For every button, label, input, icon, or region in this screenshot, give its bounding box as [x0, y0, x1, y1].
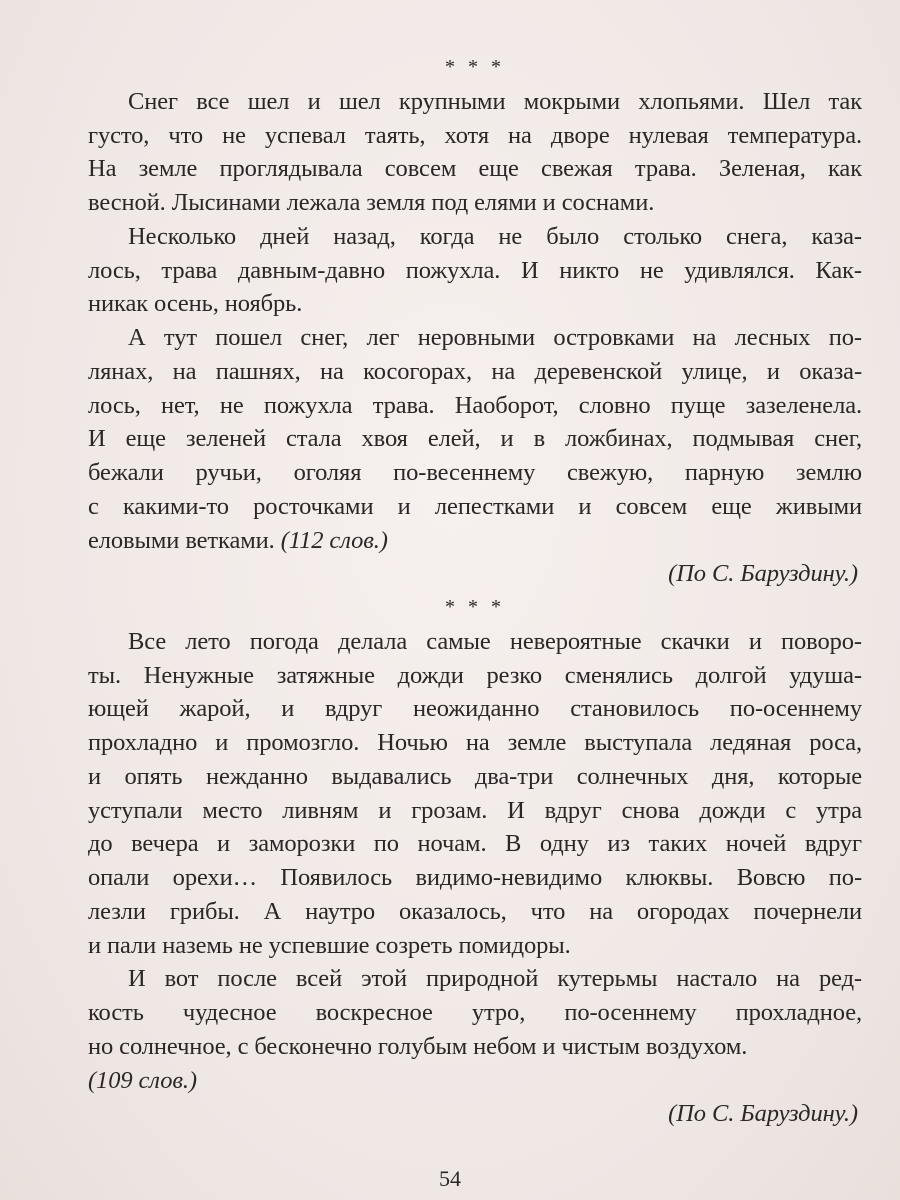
text-line: А тут пошел снег, лег неровными островками на лесных по- [128, 324, 862, 351]
text-line: бежали ручьи, оголяя по-весеннему свежую, парную землю [88, 459, 862, 486]
page-text [88, 51, 862, 1131]
section-separator: * * * [445, 56, 505, 78]
text-line: На земле проглядывала совсем еще свежая трава. Зеленая, как [88, 155, 862, 183]
text-line: но солнечное, с бесконечно голубым небом и чистым воздухом. [88, 1032, 748, 1060]
text-line-content: еловыми ветками. [88, 526, 275, 554]
attribution: (По С. Баруздину.) [668, 1100, 858, 1128]
text-line: лезли грибы. А наутро оказалось, что на огородах почернели [88, 897, 862, 925]
attribution: (По С. Баруздину.) [668, 560, 858, 588]
text-line: лянах, на пашнях, на косогорах, на деревенской улице, и оказа- [88, 357, 862, 385]
text-line: лось, нет, не пожухла трава. Наоборот, словно пуще зазеленела. [88, 391, 862, 419]
text-line: Снег все шел и шел крупными мокрыми хлопьями. Шел так [128, 87, 862, 115]
text-line: до вечера и заморозки по ночам. В одну из таких ночей вдруг [88, 830, 862, 858]
text-line: уступали место ливням и грозам. И вдруг снова дожди с утра [88, 796, 862, 824]
text-line: И еще зеленей стала хвоя елей, и в ложбинах, подмывая снег, [88, 425, 862, 453]
text-line: и опять нежданно выдавались два-три солнечных дня, которые [88, 762, 862, 790]
word-count: (112 слов.) [280, 526, 388, 554]
text-line: лось, трава давным-давно пожухла. И никто не удивлялся. Как- [88, 256, 862, 284]
text-line: густо, что не успевал таять, хотя на дворе нулевая температура. [88, 121, 862, 149]
text-line: прохладно и промозгло. Ночью на земле выступала ледяная роса, [88, 729, 862, 756]
text-line: И вот после всей этой природной кутерьмы настало на ред- [128, 965, 862, 993]
text-line: с какими-то росточками и лепестками и совсем еще живыми [88, 492, 862, 520]
word-count: (109 слов.) [88, 1066, 197, 1094]
text-line: весной. Лысинами лежала земля под елями и соснами. [88, 189, 655, 216]
text-line: ющей жарой, и вдруг неожиданно становилось по-осеннему [88, 695, 862, 723]
page-number: 54 [439, 1166, 461, 1191]
section-separator: * * * [445, 596, 505, 618]
text-line: Несколько дней назад, когда не было столько снега, каза- [128, 222, 862, 250]
text-line: опали орехи… Появилось видимо-невидимо клюквы. Вовсю по- [88, 864, 862, 891]
text-line: и пали наземь не успевшие созреть помидоры. [88, 931, 571, 959]
text-line: кость чудесное воскресное утро, по-осеннему прохладное, [88, 999, 862, 1026]
text-line: Все лето погода делала самые невероятные скачки и поворо- [128, 627, 862, 655]
text-line [88, 524, 862, 558]
text-line: никак осень, ноябрь. [88, 290, 303, 318]
text-line: ты. Ненужные затяжные дожди резко сменялись долгой удуша- [88, 661, 862, 689]
